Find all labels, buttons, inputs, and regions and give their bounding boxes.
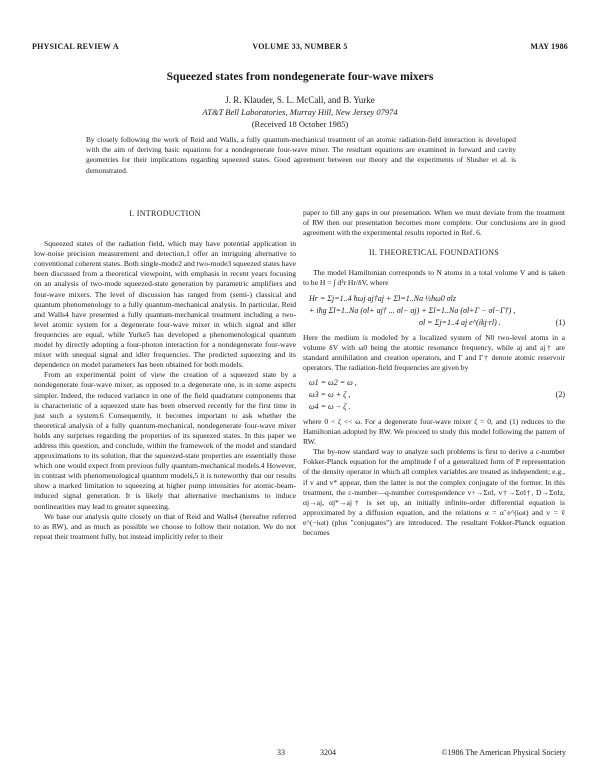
issue-date: MAY 1986: [530, 42, 568, 51]
theory-paragraph-4: The by-now standard way to analyze such problems is first to derive a c-number Fokker-Planck equation for the amplitude f of a generalized form of P representation of the density operator in which all complex variables are treated as independent; e.g., if v and v* appear, then the latter is not the complex conjugate of the former. In this treatment, the c-number—q-number correspondence v+→Σσl, v†→Σσl†, D→Σσlz, αj→aj, αj*→aj† is set up, an initially infinite-order differential equation is approximated by a diffusion equation, and the relations α = α̃ e^(iωt) and v = ṽ e^(−iωt) (plus "conjugates") are introduced. The resultant Fokker-Planck equation becomes: [303, 447, 565, 537]
section-heading-introduction: I. INTRODUCTION: [129, 209, 201, 218]
footer-copyright: ©1986 The American Physical Society: [441, 748, 566, 757]
equation-2-line-1: ω1 = ω2 = ω ,: [309, 377, 357, 387]
equation-2-line-2-text: ω3 = ω + ζ ,: [309, 389, 351, 399]
equation-2-line-3: ω4 = ω − ζ .: [309, 401, 351, 411]
right-paragraph-1: paper to fill any gaps in our presentation. When we must deviate from the treatment of RW then our presentation becomes more complete. Our conclusions are in good agreement with the experimental results reported in Ref. 6.: [303, 208, 565, 238]
equation-2: [303, 377, 565, 413]
abstract: By closely following the work of Reid and Walls, a fully quantum-mechanical treatment of an atomic radiation-field interaction is developed with the aim of deriving basic equations for a nondegenerate four-wave mixer. The resultant equations are examined in forward and cavity geometries for their implications regarding squeezed states. Good agreement between our theory and the experiments of Slusher et al. is demonstrated.: [86, 135, 516, 175]
equation-1-line-2: + iħg Σl=1..Na (σl+ aj† ... σl− aj) + Σl=1..Na (σl+Γ − σl−Γ†) ,: [309, 305, 516, 315]
running-header: [32, 42, 568, 54]
theory-paragraph-3: where 0 < ζ << ω. For a degenerate four-wave mixer ζ = 0, and (1) reduces to the Hamiltonian adopted by RW. We proceed to study this model following the pattern of RW.: [303, 416, 565, 447]
footer-volume: 33: [277, 748, 285, 757]
left-column: [34, 208, 296, 542]
volume-number: VOLUME 33, NUMBER 5: [252, 42, 348, 51]
page-footer: [0, 748, 600, 760]
received-date: (Received 18 October 1985): [251, 119, 349, 129]
intro-paragraph-3: We base our analysis quite closely on that of Reid and Walls4 (hereafter referred to as RW), and as much as possible we choose to follow their notation. We do not repeat their treatment fully, but instead implicitly refer to their: [34, 511, 296, 541]
theory-paragraph-1: The model Hamiltonian corresponds to N atoms in a total volume V and is taken to be H = ∫ d³r Hr/δV, where: [303, 268, 565, 288]
section-heading-theory: II. THEORETICAL FOUNDATIONS: [368, 248, 500, 258]
equation-1: [303, 293, 565, 329]
journal-name: PHYSICAL REVIEW A: [32, 42, 119, 51]
theory-paragraph-2: Here the medium is modeled by a localized system of N0 two-level atoms in a volume δV with ω0 being the atomic resonance frequency, while aj and aj† are standard annihilation and creation operators, and Γ and Γ† denote atomic reservoir operators. The radiation-field frequencies are given by: [303, 332, 565, 372]
article-authors: J. R. Klauder, S. L. McCall, and B. Yurke: [225, 95, 375, 105]
footer-page-number: 3204: [320, 748, 336, 757]
equation-1-line-1: Hr = Σj=1..4 ħωj aj†aj + Σl=1..Na ½ħω0 σlz: [309, 293, 457, 303]
equation-1-number: (1): [555, 317, 565, 327]
intro-paragraph-2: From an experimental point of view the creation of a squeezed state by a nondegenerate four-wave mixer, as opposed to a degenerate one, is in some aspects simpler. Indeed, the reduced variance in one of the field quadrature components that is characteristic of a squeezed state has been observed recently for the first time in just such a system.6 Consequently, it becomes important to ask whether the theoretical analysis of a fully quantum-mechanical, nondegenerate four-wave mixer holds any surprises regarding the properties of its squeezed states. In this paper we address this question, and conclude, within the framework of the model and standard approximations to its solution, that the squeezed-state properties are essentially those which one would expect from previous fully quantum-mechanical models.4 However, in contrast with phenomenological quantum models,5 it is noteworthy that our results show a marked limitation to squeezing at higher pump intensities for atomic-beam-induced signal generation. It is likely that alternative mechanisms to induce nonlinearities may lead to greater squeezing.: [34, 370, 296, 511]
intro-paragraph-1: Squeezed states of the radiation field, which may have potential application in low-noise precision measurement and detection,1 offer an intriguing alternative to conventional coherent states. Both single-mode2 and two-mode3 squeezed states have been discussed from a theoretical viewpoint, with emphasis in recent years focusing on an analysis of two-mode squeezed-state generation by parametric amplifiers and four-wave mixers. The level of discussion has ranged from (semi-) classical and quantum phenomenology to a fully quantum-mechanical analysis. In particular, Reid and Walls4 have presented a fully quantum-mechanical treatment including a two-level atomic system for a degenerate four-wave mixer in which signal and idler frequencies are equal, while Yurke5 has developed a phenomenological quantum model by directly adopting a four-photon interaction for a nondegenerate four-wave mixer with unequal signal and idler frequencies. The predicted squeezing and its dependence on model parameters has been obtained for both models.: [34, 239, 296, 370]
author-affiliation: AT&T Bell Laboratories, Murray Hill, New Jersey 07974: [202, 107, 398, 117]
equation-1-line-3: [309, 317, 565, 329]
equation-1-line-3-text: σl = Σj=1..4 aj e^(ikj·rl) .: [419, 317, 501, 327]
right-column: [303, 208, 565, 538]
equation-2-number: (2): [555, 389, 565, 399]
article-title: Squeezed states from nondegenerate four-wave mixers: [166, 71, 434, 83]
equation-2-line-2: [309, 389, 565, 401]
